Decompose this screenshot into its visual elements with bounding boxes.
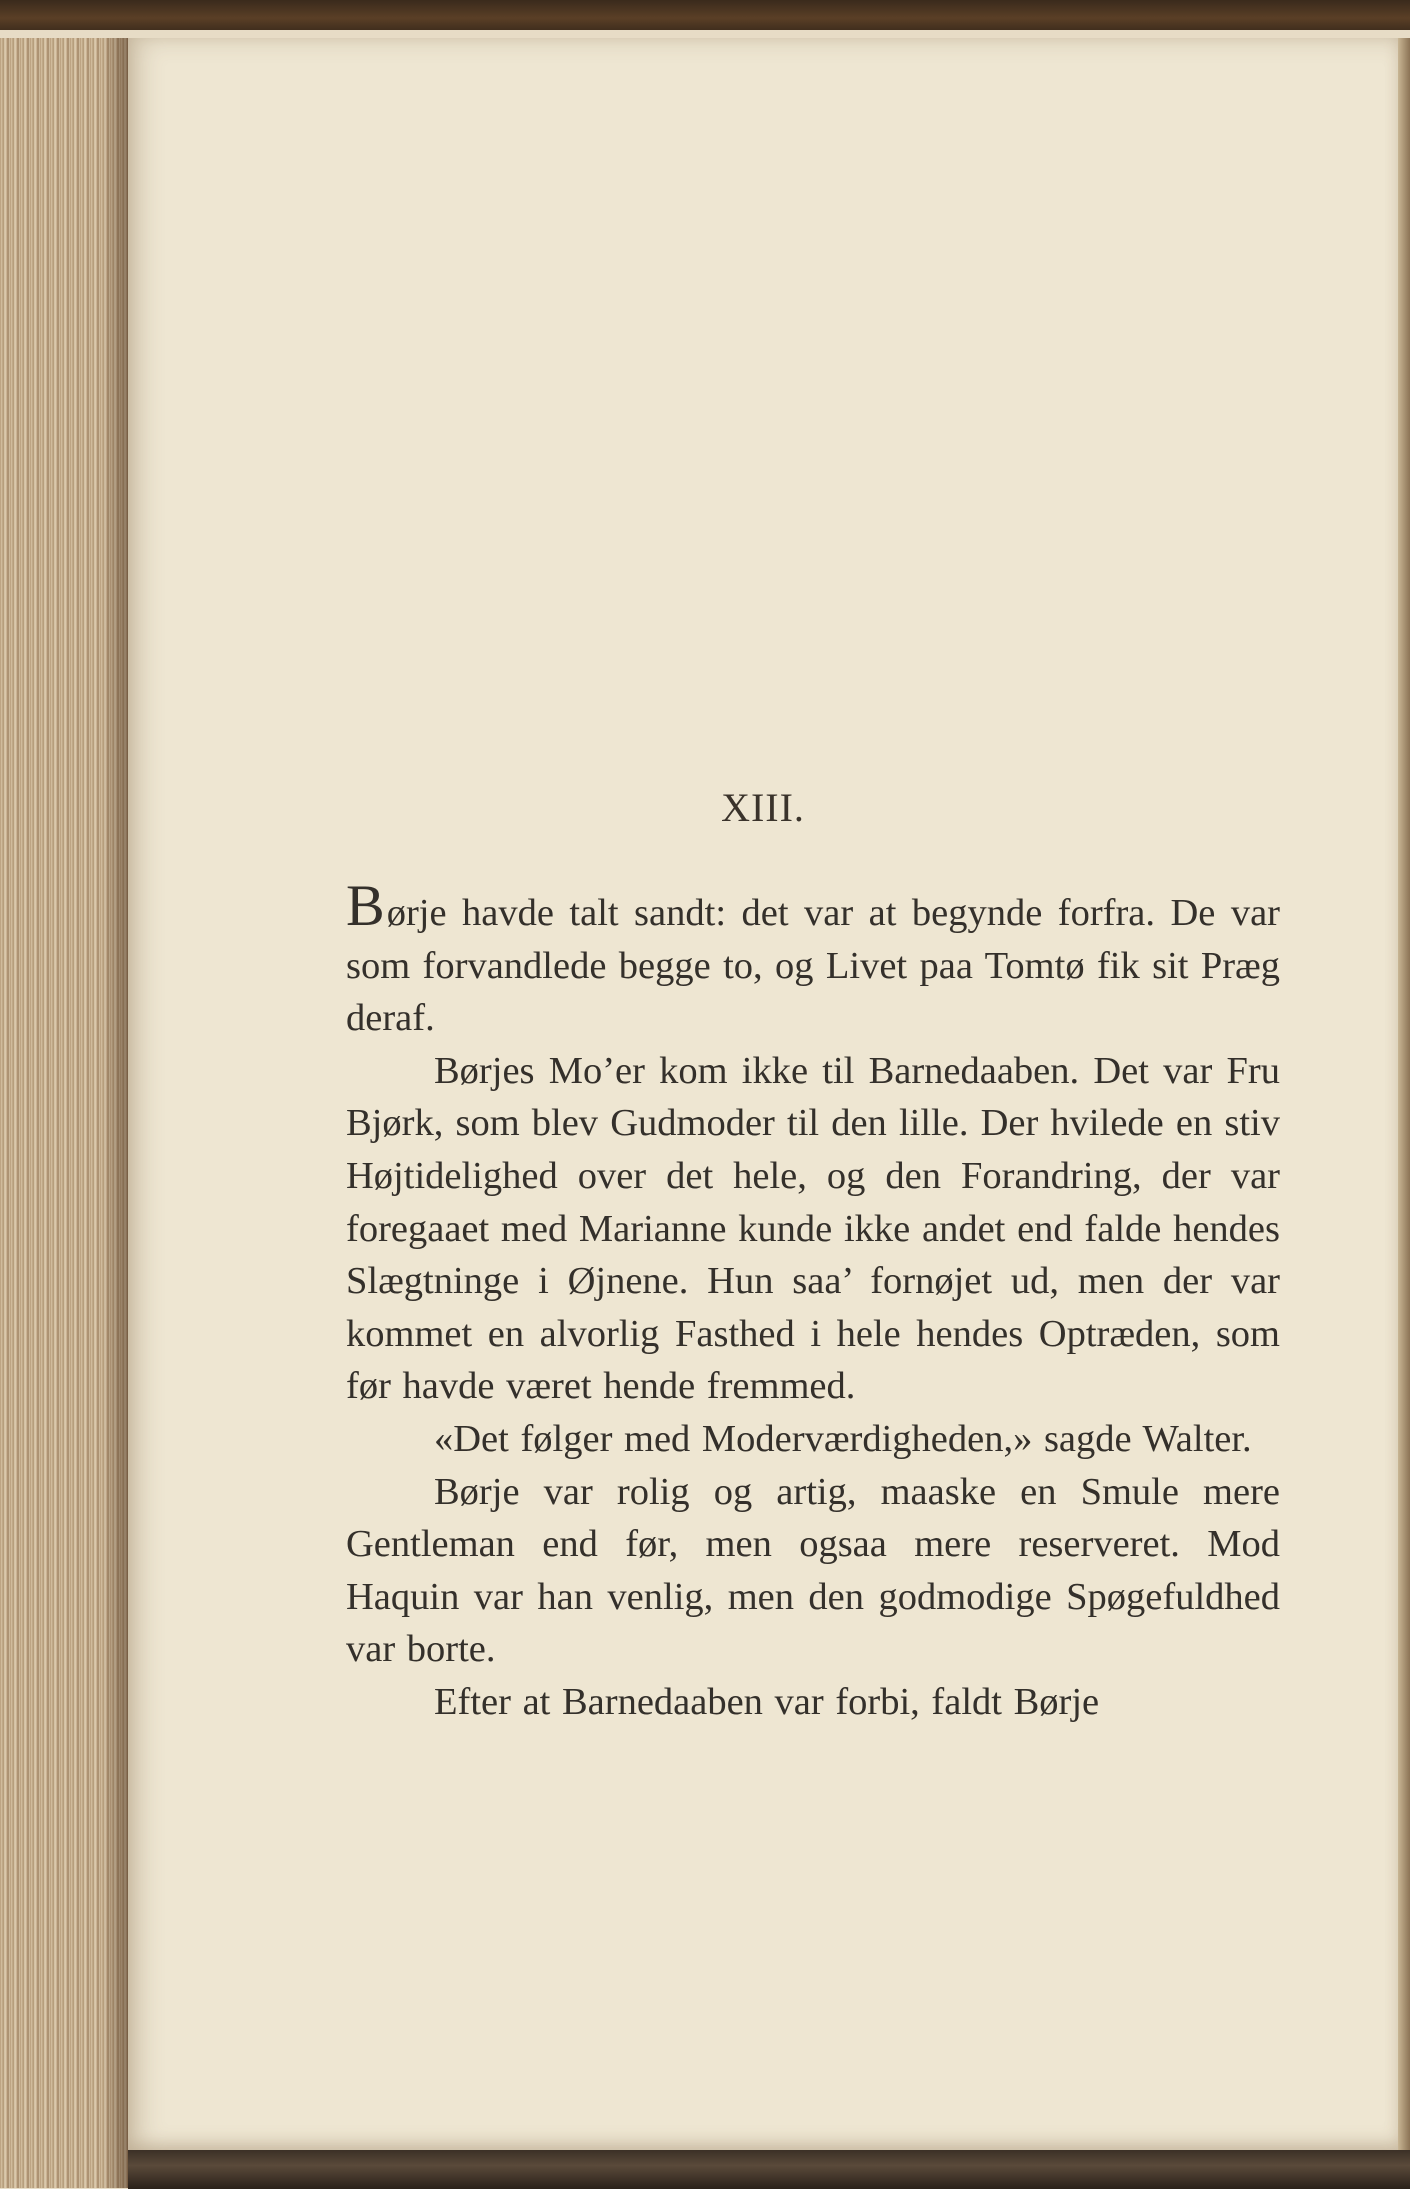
paragraph-4: Børje var rolig og artig, maaske en Smule mere Gentleman end før, men ogsaa mere reserveret. Mod Haquin var han venlig, men den godmodige Spøgefuldhed var borte. — [346, 1470, 1280, 1671]
drop-cap: B — [346, 873, 385, 938]
paragraph-1 — [346, 873, 1280, 1045]
paragraph-5: Efter at Barnedaaben var forbi, faldt Børje — [434, 1680, 1100, 1723]
gutter-shadow — [104, 38, 130, 2188]
book-right-edge — [1398, 38, 1410, 2189]
book-bottom-edge — [128, 2150, 1410, 2189]
paragraph-1-text: ørje havde talt sandt: det var at begynde forfra. De var som forvandlede begge to, og Livet paa Tomtø fik sit Præg deraf. — [346, 892, 1280, 1040]
chapter-number: XIII. — [721, 785, 805, 830]
body-text — [346, 873, 1280, 1729]
paragraph-3: «Det følger med Moderværdigheden,» sagde Walter. — [434, 1417, 1252, 1460]
paragraph-2: Børjes Mo’er kom ikke til Barnedaaben. Det var Fru Bjørk, som blev Gudmoder til den lille. Der hvilede en stiv Højtidelighed over det hele, og den Forandring, der var foregaaet med Marianne kunde ikke andet end falde hendes Slægtninge i Øjnene. Hun saa’ fornøjet ud, men der var kommet en alvorlig Fasthed i hele hendes Optræden, som før havde været hende fremmed. — [346, 1049, 1280, 1408]
